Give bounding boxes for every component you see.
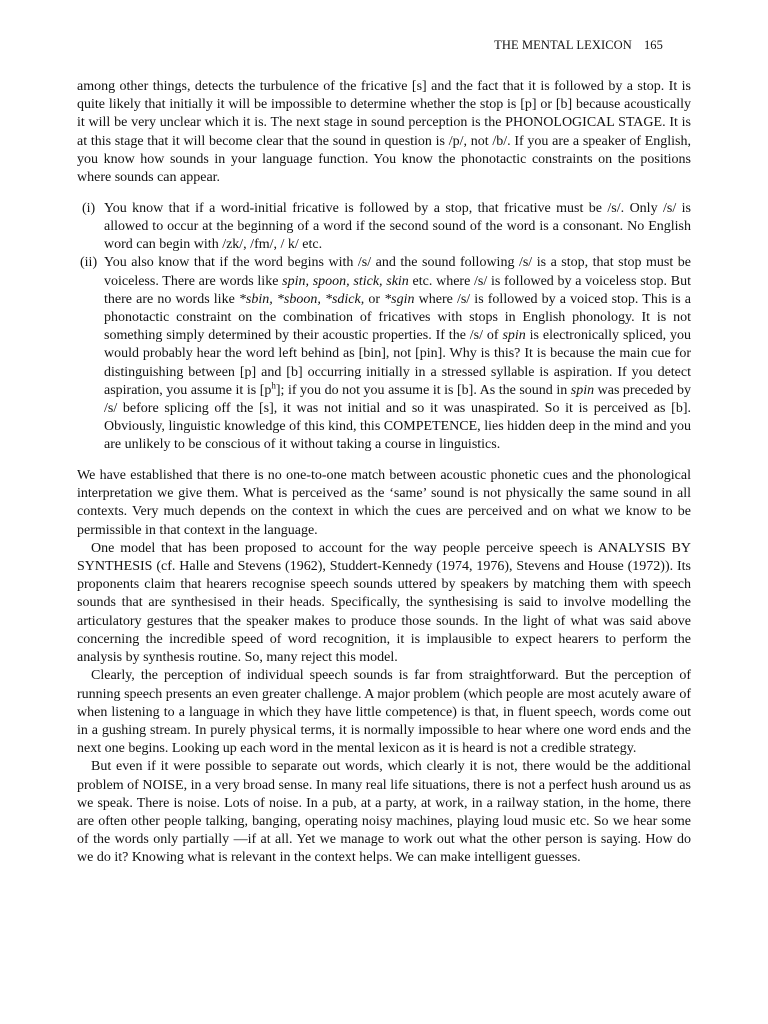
list-item-ii <box>77 254 691 454</box>
paragraph-1: among other things, detects the turbulence of the fricative [s] and the fact that it is followed by a stop. It is quite likely that initially it will be impossible to determine whether the stop is [p] or [b] because acoustically it will be very unclear which it is. The next stage in sound perception is the PHONOLOGICAL STAGE. It is at this stage that it will become clear that the sound in question is /p/, not /b/. If you are a speaker of English, you know how sounds in your language function. You know the phonotactic constraints on the positions where sounds can appear. <box>77 79 691 186</box>
list-number-ii: (ii) <box>80 255 98 271</box>
page-number: 165 <box>643 38 663 52</box>
list-text-ii-part: etc. where /s/ is followed by a voiceless stop. But there are no words like <box>104 273 691 307</box>
list-text-ii-part: is electronically spliced, you would probably hear the word left behind as [bin], not [pin]. Why is this? It is because the main cue for distinguishing between [p] and [b] occurring initially in a stressed syllable is aspiration. If you detect aspiration, you assume it is [p <box>104 328 691 398</box>
list-text-ii-part: You also know that if the word begins with /s/ and the sound following /s/ is a stop, that stop must be voiceless. There are words like <box>104 255 691 289</box>
aspiration-superscript: h <box>271 380 276 391</box>
running-head-title: THE MENTAL LEXICON <box>494 38 632 52</box>
list-text-ii-part: ]; if you do not you assume it is [b]. As the sound in <box>275 382 571 398</box>
paragraph-5: But even if it were possible to separate out words, which clearly it is not, there would be the additional problem of NOISE, in a very broad sense. In many real life situations, there is not a perfect hush around us as we speak. There is noise. Lots of noise. In a pub, at a party, at work, in a railway station, in the home, there are often other people talking, banging, operating noisy machines, playing loud music etc. So we hear some of the words only partially —if at all. Yet we manage to work out what the other person is saying. How do we do it? Knowing what is relevant in the context helps. We can make intelligent guesses. <box>77 759 691 866</box>
list-text-i: You know that if a word-initial fricative is followed by a stop, that fricative must be /s/. Only /s/ is allowed to occur at the beginning of a word if the second sound of the word is a consonant. No English word can begin with /zk/, /fm/, / k/ etc. <box>104 200 691 253</box>
example-words-voiced: *sbin, *sboon, *sdick, <box>238 291 365 307</box>
example-word-spin: spin <box>502 328 526 344</box>
example-words-voiceless: spin, spoon, stick, skin <box>282 273 409 289</box>
list-text-ii-part: was preceded by /s/ before splicing off the [s], it was not initial and so it was unaspirated. So it is perceived as [b]. Obviously, linguistic knowledge of this kind, this COMPETENCE, lies hidden deep in the mind and you are unlikely to be conscious of it without taking a course in linguistics. <box>104 382 691 453</box>
paragraph-3: One model that has been proposed to account for the way people perceive speech is ANALYSIS BY SYNTHESIS (cf. Halle and Stevens (1962), Studdert-Kennedy (1974, 1976), Stevens and House (1972)). Its proponents claim that hearers recognise speech sounds uttered by speakers by matching them with speech sounds that are synthesised in their heads. Specifically, the synthesising is said to involve modelling the articulatory gestures that the speaker makes to produce those sounds. In the light of what was said above concerning the incredible speed of word recognition, it is implausible to expect hearers to perform the analysis by synthesis routine. So, many reject this model. <box>77 540 691 666</box>
list-text-ii-part: or <box>364 291 385 307</box>
list-number-i: (i) <box>82 200 96 216</box>
paragraph-4: Clearly, the perception of individual speech sounds is far from straightforward. But the perception of running speech presents an even greater challenge. A major problem (which people are most acutely aware of when listening to a language in which they have little competence) is that, in fluent speech, words come out in a gushing stream. In purely physical terms, it is normally impossible to hear where one word ends and the next one begins. Looking up each word in the mental lexicon as it is heard is not a credible strategy. <box>77 668 691 757</box>
example-word-sgin: *sgin <box>384 291 415 307</box>
list-text-ii-part: where /s/ is followed by a voiced stop. This is a phonotactic constraint on the combination of fricatives with stops in English phonology. It is not something simply determined by their acoustic properties. If the /s/ of <box>104 291 691 344</box>
example-word-spin: spin <box>570 382 595 398</box>
paragraph-2: We have established that there is no one-to-one match between acoustic phonetic cues and the phonological interpretation we give them. What is perceived as the ‘same’ sound is not physically the same sound in all contexts. Very much depends on the context in which the cues are perceived and on what we know to be permissible in that context in the language. <box>77 468 691 538</box>
body-text <box>77 78 691 868</box>
running-head <box>494 38 663 53</box>
list-item-i <box>77 200 691 255</box>
